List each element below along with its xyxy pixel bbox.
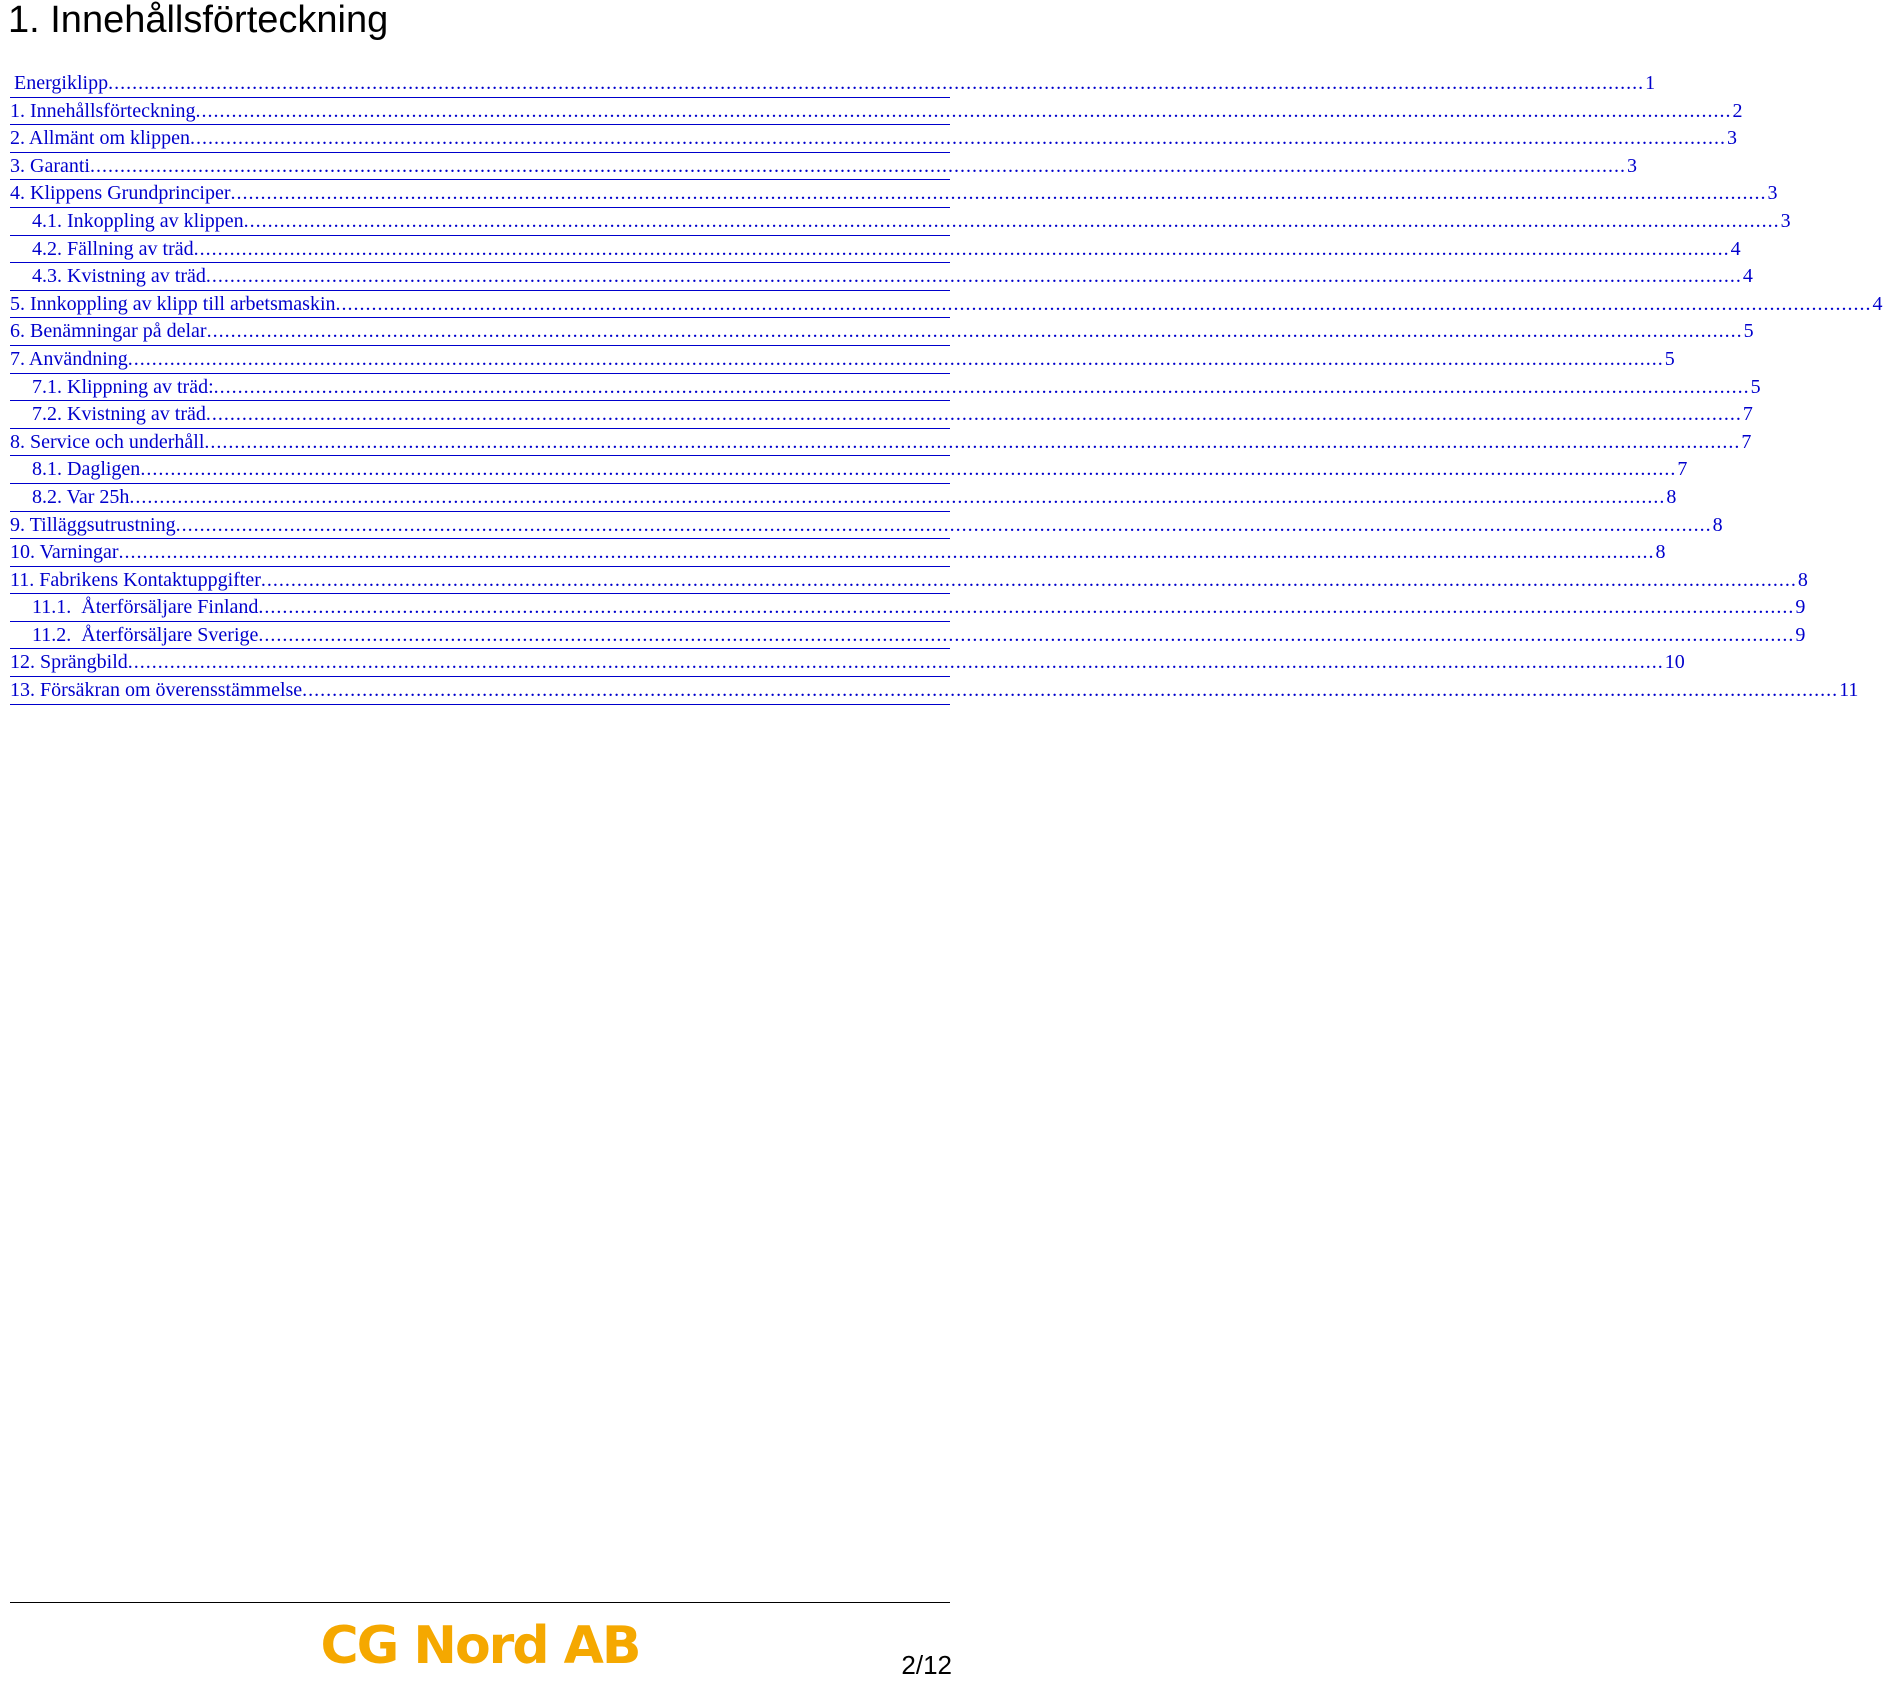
toc-page-number: 10 (1664, 651, 1685, 674)
toc-item (10, 98, 1743, 126)
toc-dot-leader (336, 291, 1872, 319)
toc-page-number: 5 (1750, 375, 1761, 398)
toc-link[interactable] (10, 429, 1752, 457)
toc-item (10, 567, 1808, 595)
toc-link[interactable] (10, 539, 1666, 567)
footer-divider (10, 1602, 950, 1603)
toc-page-number: 3 (1727, 127, 1737, 150)
toc-dot-leader (261, 567, 1797, 595)
toc-page-number: 8 (1712, 513, 1723, 536)
toc-item (10, 649, 1685, 677)
toc-link[interactable] (10, 374, 1761, 402)
toc-item (10, 456, 1688, 484)
toc-item (10, 374, 1761, 402)
toc-label: 6. Benämningar på delar (10, 320, 207, 343)
toc-dot-leader (140, 456, 1676, 484)
toc-item (10, 236, 1741, 264)
toc-item (10, 677, 1859, 705)
company-logo (320, 1613, 640, 1676)
toc-item (10, 180, 1778, 208)
toc-label: 11. Fabrikens Kontaktuppgifter (10, 568, 261, 591)
toc-item (10, 318, 1754, 346)
toc-page-number: 9 (1795, 596, 1806, 619)
toc-label: 1. Innehållsförteckning (10, 99, 196, 122)
toc-page-number: 3 (1767, 182, 1778, 205)
toc-item (10, 263, 1753, 291)
toc-link[interactable] (10, 153, 1637, 181)
toc-item (10, 346, 1675, 374)
toc-item (10, 622, 1806, 650)
toc-label: 4. Klippens Grundprinciper (10, 182, 231, 205)
toc-item (10, 208, 1791, 236)
toc-label: 7. Användning (10, 347, 128, 370)
toc-page-number: 5 (1664, 347, 1675, 370)
toc-page-number: 7 (1742, 403, 1753, 426)
toc-link[interactable] (10, 649, 1685, 677)
toc-dot-leader (258, 594, 1794, 622)
toc-page-number: 7 (1677, 458, 1688, 481)
toc-item (10, 70, 1656, 98)
toc-label: 4.3. Kvistning av träd (32, 265, 206, 288)
toc-dot-leader (119, 539, 1655, 567)
toc-link[interactable] (10, 208, 1791, 236)
toc-dot-leader (302, 677, 1838, 705)
toc-link[interactable] (10, 125, 1737, 153)
toc-dot-leader (108, 70, 1644, 98)
toc-page-number: 8 (1797, 568, 1808, 591)
toc-item (10, 401, 1753, 429)
toc-label: 9. Tilläggsutrustning (10, 513, 176, 536)
toc-page-number: 8 (1666, 485, 1677, 508)
toc-dot-leader (190, 125, 1726, 153)
toc-link[interactable] (10, 180, 1778, 208)
table-of-contents (10, 70, 1883, 705)
toc-dot-leader (129, 484, 1665, 512)
toc-dot-leader (196, 98, 1732, 126)
toc-link[interactable] (10, 318, 1754, 346)
toc-page-number: 11 (1839, 679, 1859, 702)
toc-label: 10. Varningar (10, 541, 119, 564)
toc-label: 7.2. Kvistning av träd (32, 403, 206, 426)
toc-label: 11.1. Återförsäljare Finland (32, 596, 259, 619)
toc-label: 3. Garanti (10, 154, 90, 177)
toc-page-number: 4 (1742, 265, 1753, 288)
toc-page-number: 4 (1730, 237, 1741, 260)
toc-dot-leader (214, 374, 1750, 402)
toc-page-number: 3 (1626, 154, 1637, 177)
toc-dot-leader (194, 236, 1730, 264)
toc-link[interactable] (10, 677, 1859, 705)
toc-item (10, 429, 1752, 457)
toc-label: 4.2. Fällning av träd (32, 237, 194, 260)
toc-link[interactable] (10, 401, 1753, 429)
toc-link[interactable] (10, 263, 1753, 291)
toc-dot-leader (128, 649, 1664, 677)
toc-dot-leader (207, 318, 1743, 346)
toc-label: 13. Försäkran om överensstämmelse (10, 679, 303, 702)
toc-link[interactable] (10, 70, 1656, 98)
toc-page-number: 9 (1795, 623, 1806, 646)
toc-item (10, 512, 1723, 540)
toc-link[interactable] (10, 98, 1743, 126)
toc-item (10, 153, 1637, 181)
toc-page-number: 5 (1743, 320, 1754, 343)
toc-dot-leader (244, 208, 1780, 236)
toc-label: 7.1. Klippning av träd: (32, 375, 214, 398)
toc-dot-leader (204, 429, 1740, 457)
toc-link[interactable] (10, 456, 1688, 484)
toc-link[interactable] (10, 346, 1675, 374)
toc-label: 8.1. Dagligen (32, 458, 141, 481)
toc-page-number: 4 (1872, 292, 1883, 315)
toc-link[interactable] (10, 291, 1883, 319)
toc-link[interactable] (10, 236, 1741, 264)
toc-dot-leader (258, 622, 1794, 650)
toc-dot-leader (90, 153, 1626, 181)
toc-item (10, 125, 1737, 153)
toc-page-number: 8 (1655, 541, 1666, 564)
toc-item (10, 539, 1666, 567)
toc-link[interactable] (10, 512, 1723, 540)
toc-label: 2. Allmänt om klippen (10, 127, 190, 150)
toc-page-number: 2 (1732, 99, 1743, 122)
toc-label: 4.1. Inkoppling av klippen (32, 209, 244, 232)
toc-dot-leader (176, 512, 1712, 540)
toc-label: 8.2. Var 25h (32, 485, 130, 508)
toc-link[interactable] (10, 622, 1806, 650)
toc-page-number: 3 (1780, 209, 1791, 232)
toc-dot-leader (206, 401, 1742, 429)
toc-label: Energiklipp (14, 72, 109, 94)
toc-label: 8. Service och underhåll (10, 430, 205, 453)
toc-item (10, 594, 1806, 622)
toc-link[interactable] (10, 484, 1677, 512)
page-number: 2/12 (901, 1650, 952, 1680)
toc-page-number: 1 (1645, 72, 1656, 94)
toc-dot-leader (206, 263, 1742, 291)
logo-text: CG Nord AB (320, 1616, 640, 1676)
toc-label: 11.2. Återförsäljare Sverige (32, 623, 259, 646)
toc-link[interactable] (10, 567, 1808, 595)
toc-item (10, 484, 1677, 512)
toc-page-number: 7 (1741, 430, 1752, 453)
toc-dot-leader (231, 180, 1767, 208)
toc-dot-leader (128, 346, 1664, 374)
toc-item (10, 291, 1883, 319)
toc-label: 12. Sprängbild (10, 651, 128, 674)
page-title: 1. Innehållsförteckning (8, 0, 389, 41)
toc-link[interactable] (10, 594, 1806, 622)
toc-label: 5. Innkoppling av klipp till arbetsmaskin (10, 292, 336, 315)
